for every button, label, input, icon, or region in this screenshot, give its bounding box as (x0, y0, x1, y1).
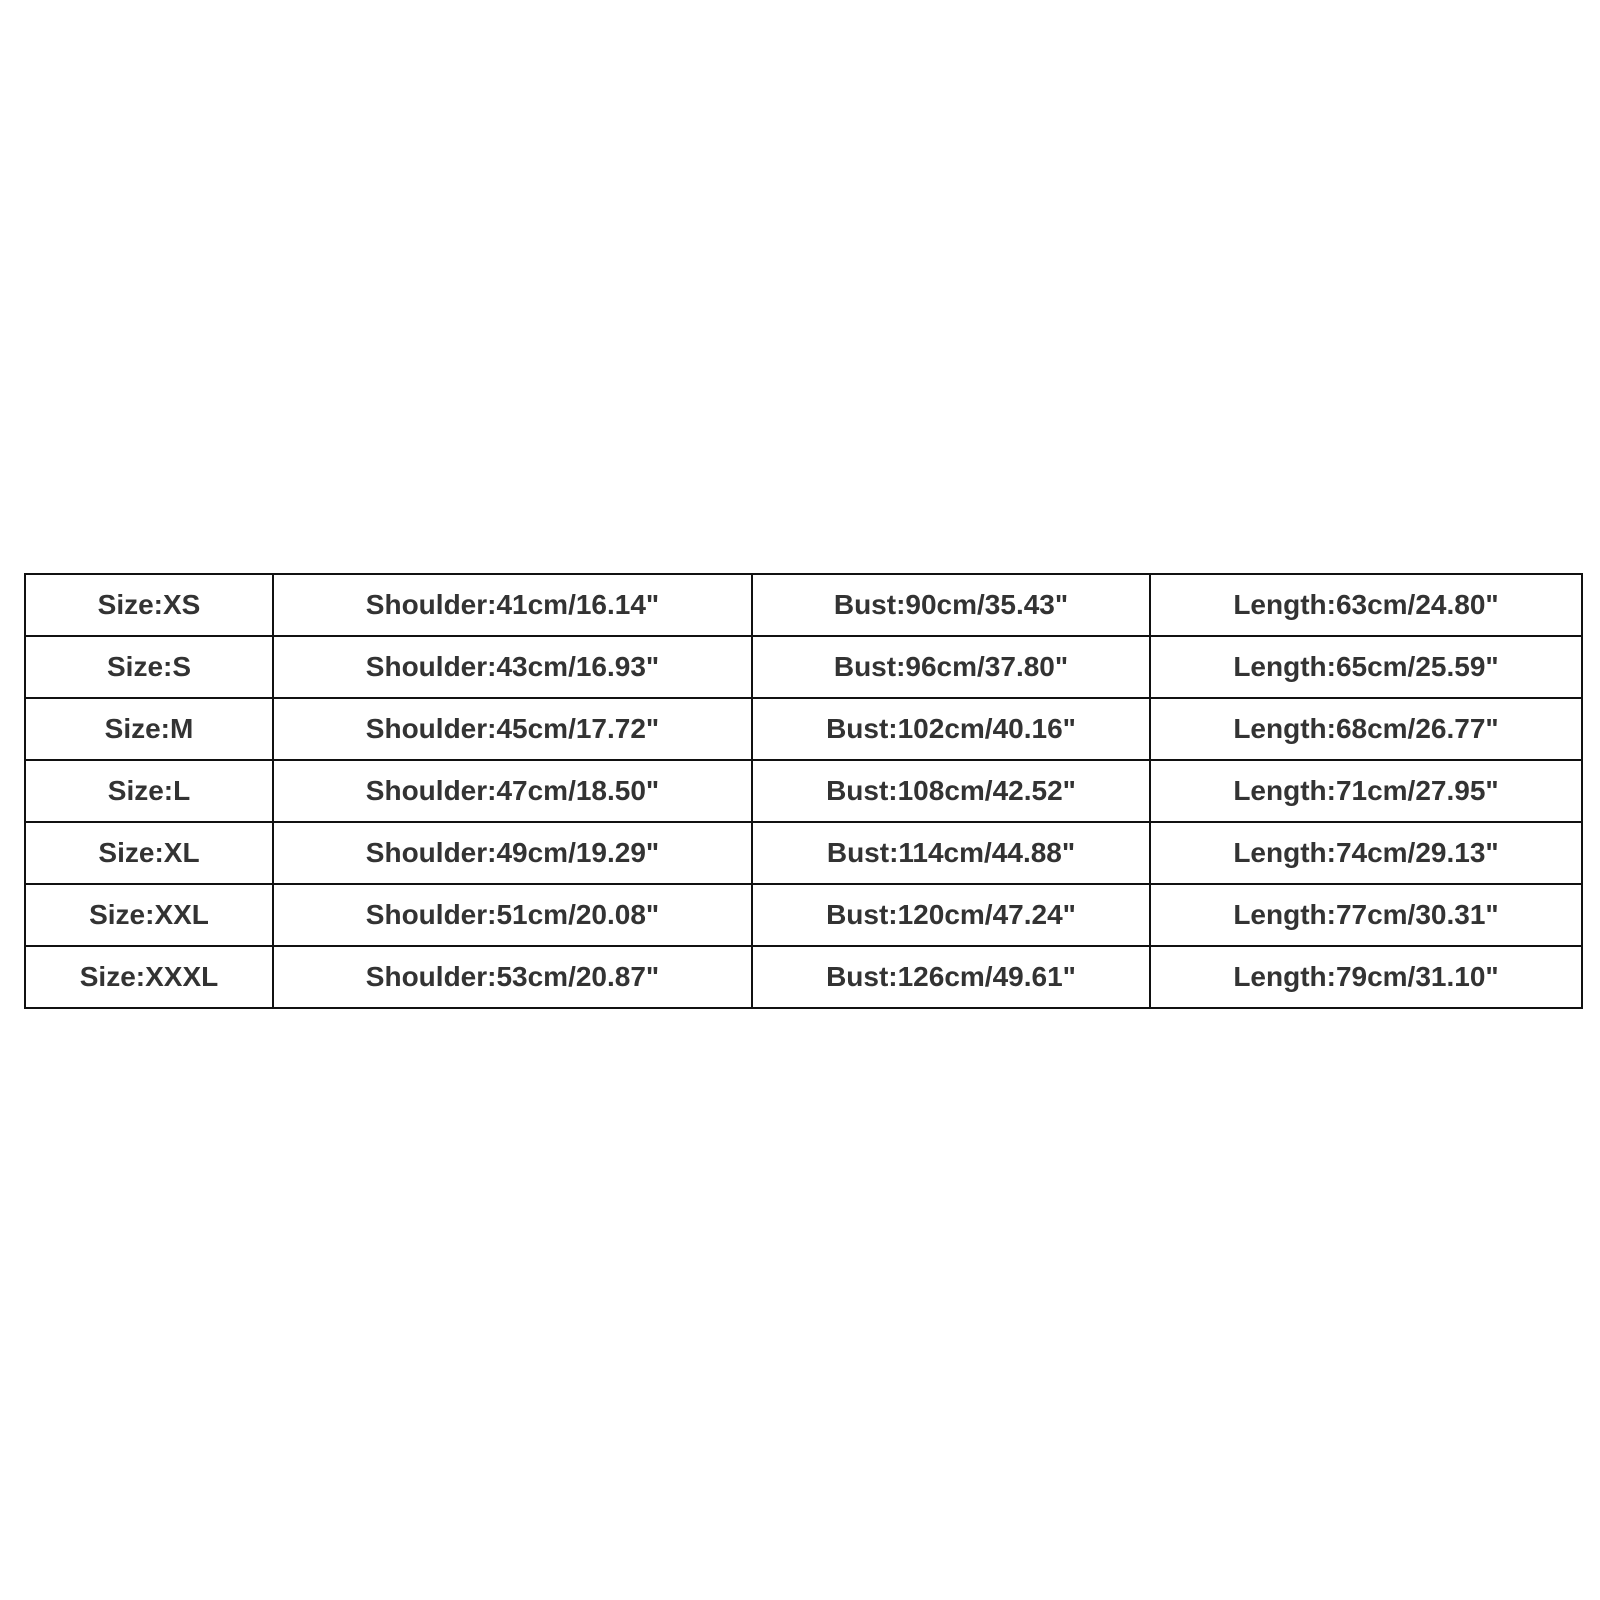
shoulder-cell: Shoulder:43cm/16.93" (273, 636, 752, 698)
table-row (25, 698, 1582, 760)
table-row (25, 574, 1582, 636)
length-cell: Length:68cm/26.77" (1150, 698, 1582, 760)
size-cell: Size:L (25, 760, 273, 822)
length-cell: Length:74cm/29.13" (1150, 822, 1582, 884)
bust-cell: Bust:120cm/47.24" (752, 884, 1150, 946)
size-chart-table (24, 573, 1583, 1009)
table-row (25, 822, 1582, 884)
size-cell: Size:M (25, 698, 273, 760)
length-cell: Length:65cm/25.59" (1150, 636, 1582, 698)
length-cell: Length:79cm/31.10" (1150, 946, 1582, 1008)
bust-cell: Bust:90cm/35.43" (752, 574, 1150, 636)
table-row (25, 884, 1582, 946)
shoulder-cell: Shoulder:53cm/20.87" (273, 946, 752, 1008)
shoulder-cell: Shoulder:51cm/20.08" (273, 884, 752, 946)
bust-cell: Bust:96cm/37.80" (752, 636, 1150, 698)
length-cell: Length:77cm/30.31" (1150, 884, 1582, 946)
bust-cell: Bust:102cm/40.16" (752, 698, 1150, 760)
length-cell: Length:71cm/27.95" (1150, 760, 1582, 822)
table-row (25, 946, 1582, 1008)
length-cell: Length:63cm/24.80" (1150, 574, 1582, 636)
size-cell: Size:XXL (25, 884, 273, 946)
table-row (25, 760, 1582, 822)
shoulder-cell: Shoulder:49cm/19.29" (273, 822, 752, 884)
size-cell: Size:XL (25, 822, 273, 884)
bust-cell: Bust:108cm/42.52" (752, 760, 1150, 822)
size-cell: Size:S (25, 636, 273, 698)
shoulder-cell: Shoulder:45cm/17.72" (273, 698, 752, 760)
bust-cell: Bust:126cm/49.61" (752, 946, 1150, 1008)
size-cell: Size:XS (25, 574, 273, 636)
shoulder-cell: Shoulder:47cm/18.50" (273, 760, 752, 822)
shoulder-cell: Shoulder:41cm/16.14" (273, 574, 752, 636)
size-cell: Size:XXXL (25, 946, 273, 1008)
bust-cell: Bust:114cm/44.88" (752, 822, 1150, 884)
table-row (25, 636, 1582, 698)
